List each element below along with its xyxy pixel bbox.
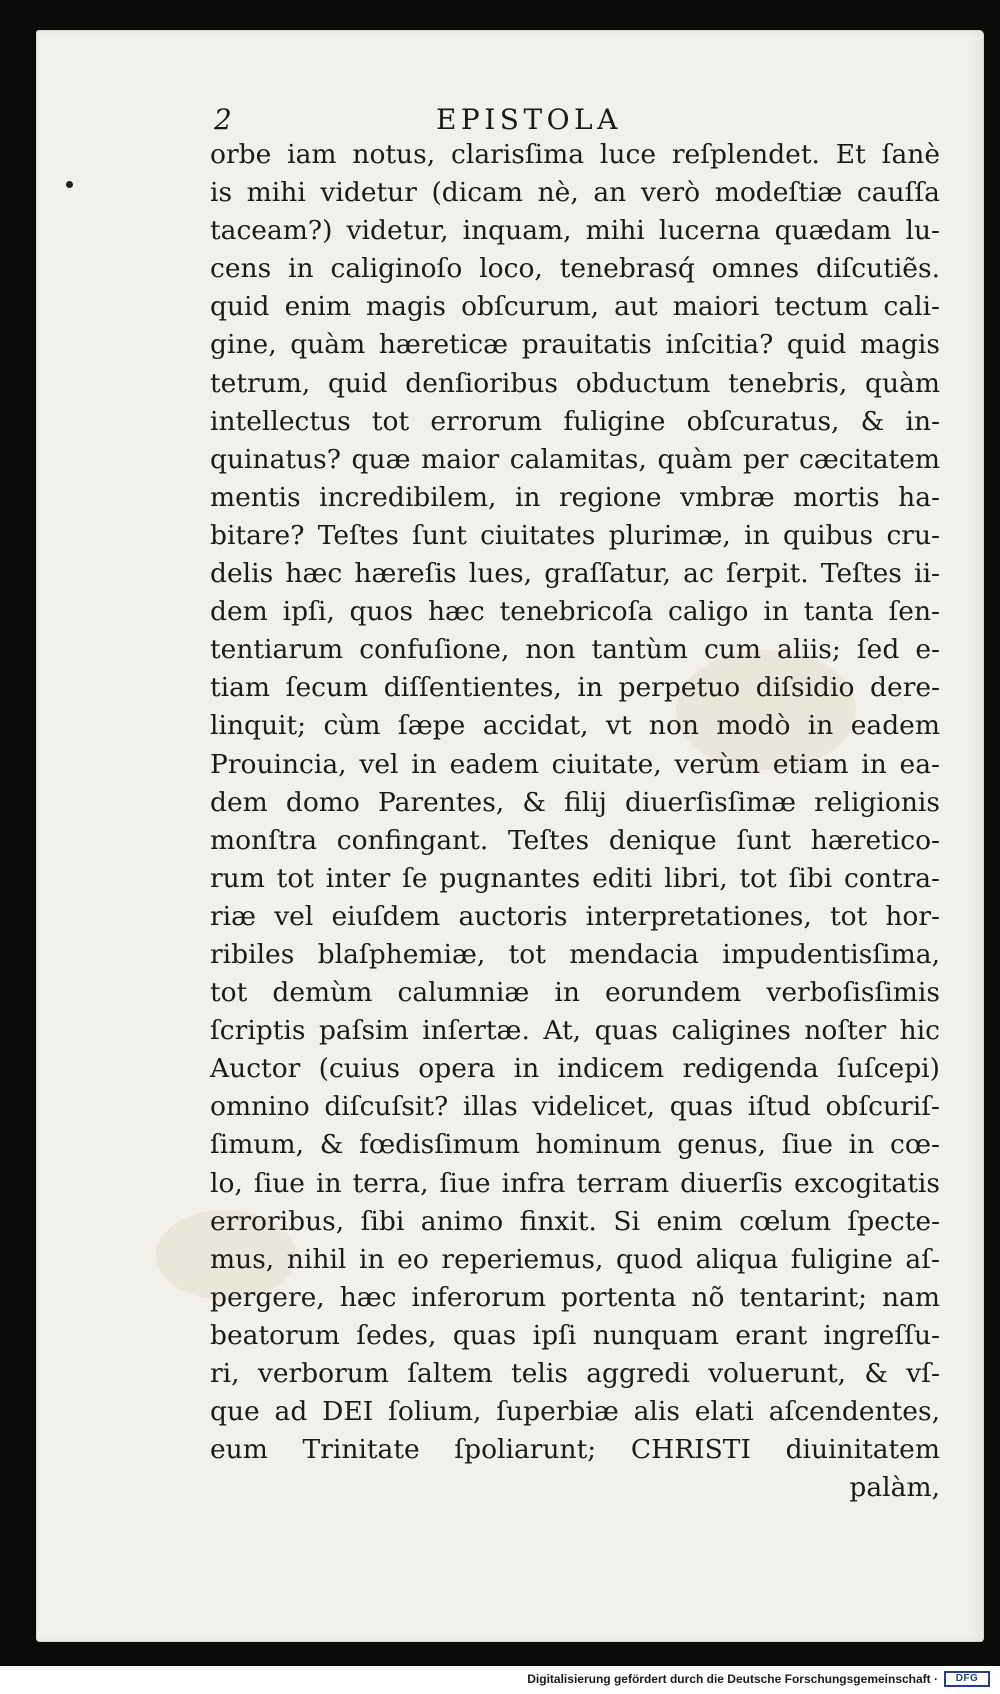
text-line: cens in caliginoſo loco, tenebrasq́ omnes diſcutiẽs. [210,253,940,285]
text-line: pergere, hæc inferorum portenta nõ tentarint; nam [210,1281,940,1313]
page-number: 2 [214,103,232,136]
text-line: linquit; cùm ſæpe accidat, vt non modò in eadem [210,710,940,742]
text-line: eum Trinitate ſpoliarunt; CHRISTI diuinitatem [210,1434,940,1466]
text-line: taceam?) videtur, inquam, mihi lucerna quædam lu- [210,215,940,247]
text-line: quinatus? quæ maior calamitas, quàm per cæcitatem [210,443,940,475]
footer-bar [0,1666,1000,1694]
text-line: erroribus, ſibi animo finxit. Si enim cœlum ſpecte- [210,1205,940,1237]
footer-credit: Digitalisierung gefördert durch die Deutsche Forschungsgemeinschaft · [527,1672,938,1686]
text-line: is mihi videtur (dicam nè, an verò modeſtiæ cauſſa [210,177,940,209]
body-text [210,136,940,1507]
text-line: delis hæc hæreſis lues, graſſatur, ac ſerpit. Teſtes ii- [210,558,940,590]
text-line: orbe iam notus, clarisſima luce reſplendet. Et ſanè [210,139,940,170]
text-line: tetrum, quid denſioribus obductum tenebris, quàm [210,367,940,399]
text-line: mentis incredibilem, in regione vmbræ mortis ha- [210,481,940,513]
margin-mark [66,181,73,188]
text-line: tiam ſecum diſſentientes, in perpetuo diſsidio dere- [210,672,940,704]
text-line: tot demùm calumniæ in eorundem verboſisſimis [210,977,940,1009]
text-line: quid enim magis obſcurum, aut maiori tectum cali- [210,291,940,323]
text-line: intellectus tot errorum fuligine obſcuratus, & in- [210,405,940,437]
text-line: mus, nihil in eo reperiemus, quod aliqua fuligine aſ- [210,1243,940,1275]
text-line: lo, ſiue in terra, ſiue infra terram diuerſis excogitatis [210,1167,940,1199]
text-line: Auctor (cuius opera in indicem redigenda ſuſcepi) [210,1053,940,1085]
running-head: EPISTOLA [436,103,622,136]
text-line: omnino diſcuſsit? illas videlicet, quas iſtud obſcuriſ- [210,1091,940,1123]
text-line: gine, quàm hæreticæ prauitatis inſcitia? quid magis [210,329,940,361]
text-line: rum tot inter ſe pugnantes editi libri, tot ſibi contra- [210,862,940,894]
text-line: ri, verborum ſaltem telis aggredi voluerunt, & vſ- [210,1358,940,1389]
text-line: ſimum, & fœdisſimum hominum genus, ſiue in cœ- [210,1129,940,1161]
text-line: ribiles blaſphemiæ, tot mendacia impudentisſima, [210,938,940,970]
dfg-logo: DFG [944,1671,990,1687]
text-line: tentiarum confuſione, non tantùm cum aliis; ſed e- [210,634,940,666]
text-line: bitare? Teſtes ſunt ciuitates plurimæ, in quibus cru- [210,519,940,551]
text-line: dem ipſi, quos hæc tenebricoſa caligo in tanta ſen- [210,596,940,628]
text-line: riæ vel eiuſdem auctoris interpretationes, tot hor- [210,900,940,932]
text-line: ſcriptis paſsim inſertæ. At, quas caligines noſter hic [210,1015,940,1047]
book-page [36,30,984,1642]
text-line: palàm, [849,1472,940,1504]
text-line: Prouincia, vel in eadem ciuitate, verùm etiam in ea- [210,748,940,780]
text-line: que ad DEI ſolium, ſuperbiæ alis elati aſcendentes, [210,1396,940,1428]
text-line: dem domo Parentes, & filij diuerſisſimæ religionis [210,786,940,818]
text-line: monſtra confingant. Teſtes denique ſunt hæretico- [210,824,940,856]
text-line: beatorum ſedes, quas ipſi nunquam erant ingreſſu- [210,1319,940,1351]
